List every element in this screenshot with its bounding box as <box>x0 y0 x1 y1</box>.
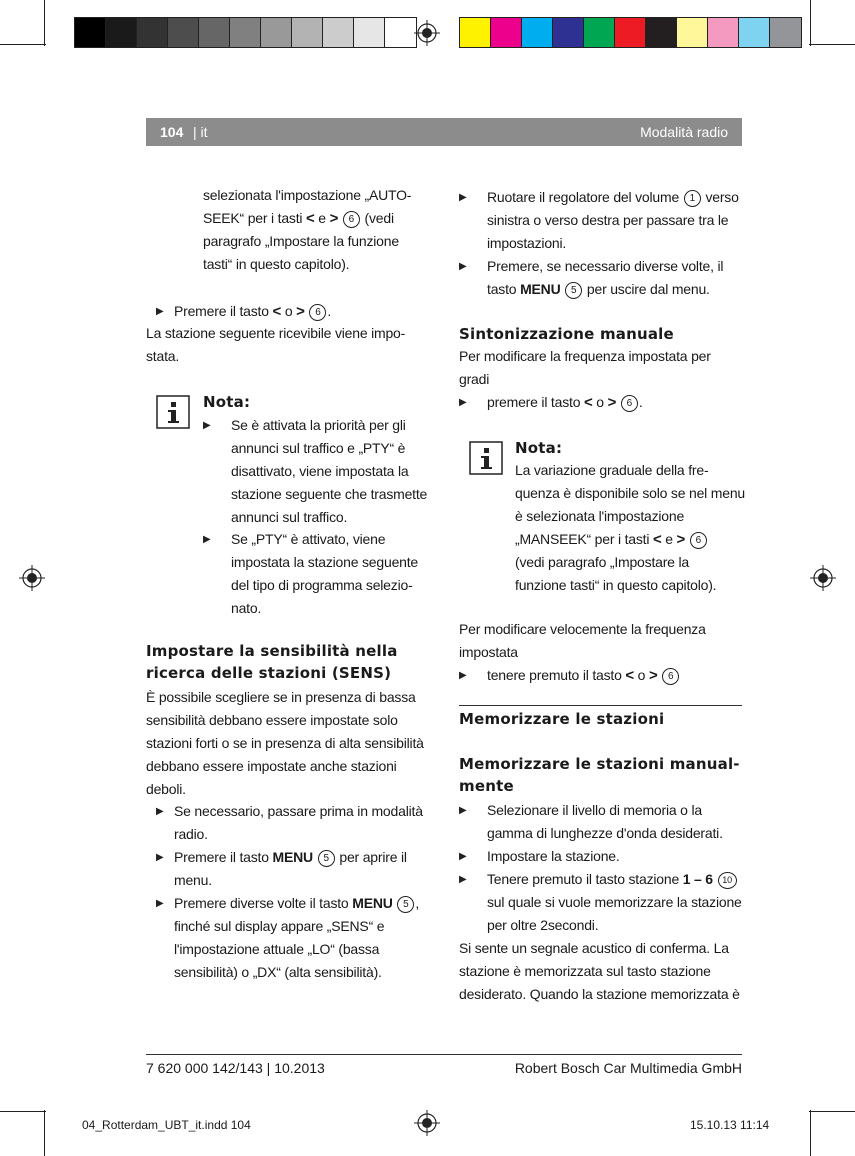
bullet-item: Premere il tasto < o > 6 . <box>174 303 332 320</box>
color-swatch <box>615 18 646 47</box>
left-arrow-icon: < <box>652 531 662 548</box>
registration-mark-icon <box>19 565 45 591</box>
right-arrow-icon: > <box>648 667 658 684</box>
color-swatch <box>739 18 770 47</box>
paragraph: È possibile scegliere se in presenza di bassa sensibilità debbano essere impostate solo stazioni forti o se in presenza di alta sensibilità debbano essere impostate anche stazioni deboli. <box>146 689 424 797</box>
menu-key-label: MENU <box>352 895 393 911</box>
ref-circle-6: 6 <box>343 211 360 228</box>
bullet-item: Premere, se necessario diverse volte, il tasto MENU 5 per uscire dal menu. <box>487 258 724 297</box>
bullet-item: Tenere premuto il tasto stazione 1 – 6 10 sul quale si vuole memorizzare la stazione per oltre 2secondi. <box>487 871 742 933</box>
info-icon <box>156 395 190 429</box>
footer-divider <box>146 1054 742 1055</box>
paragraph: Per modificare la frequenza impostata per gradi <box>459 348 711 387</box>
menu-key-label: MENU <box>520 281 561 297</box>
page-number: 104 <box>160 124 184 140</box>
color-swatch <box>354 18 385 47</box>
left-arrow-icon: < <box>272 303 282 320</box>
bullet-icon: ▶ <box>459 192 467 203</box>
color-swatch <box>522 18 553 47</box>
ref-circle-5: 5 <box>565 282 582 299</box>
menu-key-label: MENU <box>272 849 313 865</box>
bullet-item: Selezionare il livello di memoria o la gamma di lunghezze d'onda desiderati. <box>487 802 723 841</box>
bullet-item: Se necessario, passare prima in modalità radio. <box>174 803 423 842</box>
color-swatch <box>770 18 801 47</box>
bullet-icon: ▶ <box>459 805 467 816</box>
color-swatch <box>292 18 323 47</box>
color-swatch <box>75 18 106 47</box>
ref-circle-6: 6 <box>621 395 638 412</box>
section-title: Modalità radio <box>640 124 728 140</box>
registration-mark-icon <box>414 20 440 46</box>
footer-doc-number: 7 620 000 142/143 | 10.2013 <box>146 1060 325 1076</box>
paragraph: La stazione seguente ricevibile viene impo- stata. <box>146 325 406 364</box>
ref-circle-10: 10 <box>718 872 737 889</box>
ref-circle-1: 1 <box>684 190 701 207</box>
color-swatch <box>646 18 677 47</box>
page-header <box>146 118 742 146</box>
bullet-icon: ▶ <box>156 852 164 863</box>
section-heading: Sintonizzazione manuale <box>459 325 674 343</box>
left-arrow-icon: < <box>625 667 634 684</box>
section-heading: Impostare la sensibilità nella ricerca delle stazioni (SENS) <box>146 642 398 682</box>
color-swatch <box>708 18 739 47</box>
color-swatch <box>106 18 137 47</box>
slug-date: 15.10.13 11:14 <box>690 1118 770 1132</box>
note-title: Nota: <box>515 439 563 457</box>
bullet-icon: ▶ <box>459 670 467 681</box>
language-code: | it <box>193 124 208 140</box>
paragraph: Per modificare velocemente la frequenza impostata <box>459 621 706 660</box>
slug-filename: 04_Rotterdam_UBT_it.indd 104 <box>82 1118 251 1132</box>
color-swatch <box>584 18 615 47</box>
ref-circle-5: 5 <box>397 896 414 913</box>
station-keys-label: 1 – 6 <box>682 871 713 887</box>
paragraph: Si sente un segnale acustico di conferma. La stazione è memorizzata sul tasto stazione desiderato. Quando la stazione memorizzata è <box>459 940 740 1002</box>
bullet-icon: ▶ <box>459 851 467 862</box>
note-bullet: Se „PTY“ è attivato, viene impostata la stazione seguente del tipo di programma selezio- nato. <box>231 531 419 616</box>
color-swatch <box>230 18 261 47</box>
ref-circle-6: 6 <box>309 304 326 321</box>
color-swatch <box>677 18 708 47</box>
color-swatch <box>323 18 354 47</box>
color-swatch <box>385 18 416 47</box>
color-swatch <box>491 18 522 47</box>
right-arrow-icon: > <box>607 394 617 411</box>
note-text: La variazione graduale della fre- quenza è disponibile solo se nel menu è selezionata l'impostazione „MANSEEK“ per i tasti < e > 6 (vedi paragrafo „Impostare la funzione tasti“ in questo capitolo). <box>515 462 745 593</box>
bullet-item: premere il tasto < o > 6 . <box>487 394 643 411</box>
bullet-icon: ▶ <box>156 806 164 817</box>
color-swatch <box>199 18 230 47</box>
bullet-icon: ▶ <box>203 534 211 545</box>
divider <box>459 705 742 706</box>
right-arrow-icon: > <box>329 210 339 227</box>
left-arrow-icon: < <box>306 210 315 227</box>
registration-mark-icon <box>414 1110 440 1136</box>
color-swatch <box>168 18 199 47</box>
right-arrow-icon: > <box>676 531 686 548</box>
bullet-icon: ▶ <box>156 306 164 317</box>
registration-mark-icon <box>810 565 836 591</box>
bullet-icon: ▶ <box>459 874 467 885</box>
bullet-icon: ▶ <box>203 420 211 431</box>
gray-swatches <box>74 17 417 48</box>
ref-circle-5: 5 <box>318 850 335 867</box>
color-swatches <box>459 17 802 48</box>
bullet-item: Ruotare il regolatore del volume 1 verso sinistra o verso destra per passare tra le impostazioni. <box>487 189 739 251</box>
color-swatch <box>553 18 584 47</box>
section-heading: Memorizzare le stazioni <box>459 710 665 728</box>
bullet-icon: ▶ <box>156 898 164 909</box>
note-title: Nota: <box>203 393 251 411</box>
left-arrow-icon: < <box>584 394 593 411</box>
continued-text: selezionata l'impostazione „AUTO- SEEK“ per i tasti < e > 6 (vedi paragrafo „Impostare la funzione tasti“ in questo capitolo). <box>203 187 412 272</box>
ref-circle-6: 6 <box>662 668 679 685</box>
bullet-icon: ▶ <box>459 397 467 408</box>
bullet-item: Premere diverse volte il tasto MENU 5 , finché sul display appare „SENS“ e l'impostazione attuale „LO“ (bassa sensibilità) o „DX“ (alta sensibilità). <box>174 895 420 980</box>
note-bullet: Se è attivata la priorità per gli annunci sul traffico e „PTY“ è disattivato, viene impostata la stazione seguente che trasmette annunci sul traffico. <box>231 417 428 525</box>
ref-circle-6: 6 <box>690 532 707 549</box>
bullet-item: Impostare la stazione. <box>487 848 620 864</box>
footer-company: Robert Bosch Car Multimedia GmbH <box>514 1060 742 1076</box>
info-icon <box>469 441 503 475</box>
right-arrow-icon: > <box>296 303 305 320</box>
bullet-item: Premere il tasto MENU 5 per aprire il menu. <box>174 849 407 888</box>
color-swatch <box>137 18 168 47</box>
bullet-item: tenere premuto il tasto < o > 6 <box>487 664 680 687</box>
color-swatch <box>261 18 292 47</box>
color-swatch <box>460 18 491 47</box>
subsection-heading: Memorizzare le stazioni manual- mente <box>459 755 740 795</box>
bullet-icon: ▶ <box>459 261 467 272</box>
